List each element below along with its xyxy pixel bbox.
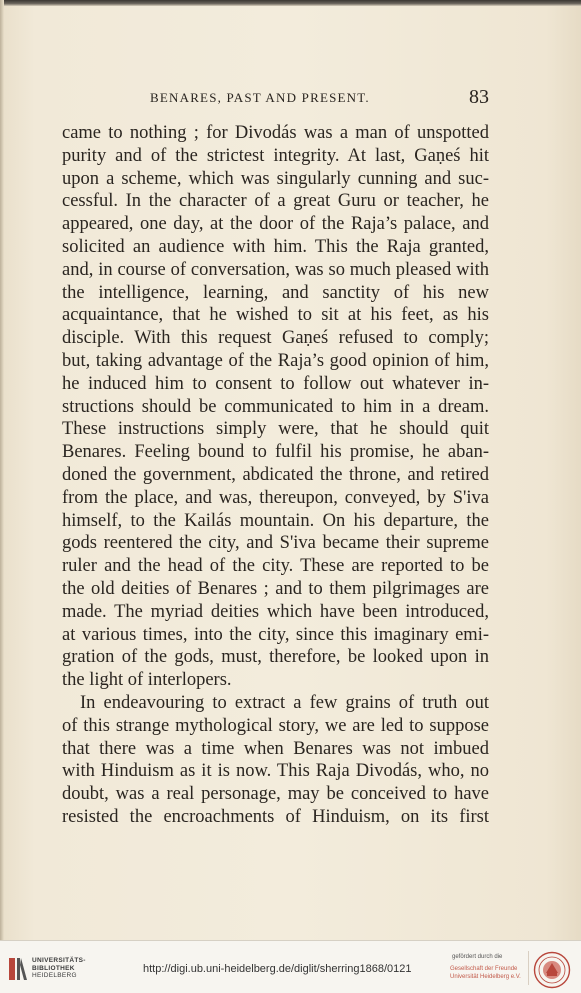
text-line: resisted the encroachments of Hinduism, on its first [62, 806, 489, 827]
sponsor-org-line: Universität Heidelberg e.V. [450, 974, 521, 980]
text-line: gods reentered the city, and S'iva became their supreme [62, 533, 489, 554]
text-line: In endeavouring to extract a few grains of truth out [80, 692, 489, 713]
text-line: the light of interlopers. [62, 670, 232, 691]
permalink-url[interactable]: http://digi.ub.uni-heidelberg.de/diglit/sherring1868/0121 [143, 963, 412, 975]
text-line: he induced him to consent to follow out whatever in- [62, 373, 489, 394]
library-logo[interactable] [8, 955, 112, 987]
footer-divider [528, 951, 529, 985]
text-line: but, taking advantage of the Raja’s good opinion of him, [62, 350, 489, 371]
scan-left-edge [0, 0, 4, 940]
text-line: from the place, and was, thereupon, conveyed, by S'iva [62, 487, 489, 508]
text-line: the intelligence, learning, and sanctity of his new [62, 282, 489, 303]
text-line: appeared, one day, at the door of the Raja’s palace, and [62, 214, 489, 235]
text-line: Benares. Feeling bound to fulfil his promise, he aban- [62, 442, 489, 463]
text-line: solicited an audience with him. This the Raja granted, [62, 236, 489, 257]
library-logo-line: BIBLIOTHEK [32, 964, 75, 972]
text-line: that there was a time when Benares was not imbued [62, 738, 489, 759]
text-line: structions should be communicated to him in a dream. [62, 396, 489, 417]
text-line: of this strange mythological story, we are led to suppose [62, 715, 489, 736]
text-line: with Hinduism as it is now. This Raja Divodás, who, no [62, 761, 489, 782]
sponsor-intro: gefördert durch die [452, 954, 503, 960]
text-line: gration of the gods, must, therefore, be looked upon in [62, 647, 489, 668]
text-line: doned the government, abdicated the throne, and retired [62, 464, 489, 485]
text-line: acquaintance, that he wished to sit at his feet, as his [62, 305, 489, 326]
page-header [62, 88, 489, 112]
text-line: came to nothing ; for Divodás was a man of unspotted [62, 123, 489, 143]
text-line: himself, to the Kailás mountain. On his departure, the [62, 510, 489, 531]
page-number: 83 [469, 86, 489, 108]
sponsor-org-line: Gesellschaft der Freunde [450, 966, 518, 972]
sponsor-org[interactable] [450, 965, 521, 981]
body-text [62, 122, 489, 829]
library-logo-line: HEIDELBERG [32, 972, 77, 979]
library-logo-text [32, 957, 86, 980]
text-line: purity and of the strictest integrity. At last, Gaṇeś hit [62, 145, 489, 166]
text-line: and, in course of conversation, was so much pleased with [62, 259, 489, 280]
text-line: made. The myriad deities which have been introduced, [62, 601, 489, 622]
text-line: These instructions simply were, that he should quit [62, 419, 489, 440]
text-line: doubt, was a real personage, may be conceived to have [62, 784, 489, 805]
running-head: BENARES, PAST AND PRESENT. [150, 90, 370, 105]
text-line: upon a scheme, which was singularly cunning and suc- [62, 168, 489, 189]
text-line: ruler and the head of the city. These are reported to be [62, 556, 489, 577]
text-line: cessful. In the character of a great Guru or teacher, he [62, 191, 489, 212]
text-line: at various times, into the city, since this imaginary emi- [62, 624, 489, 645]
text-line: disciple. With this request Gaṇeś refused to comply; [62, 328, 489, 349]
scan-top-edge [0, 0, 581, 6]
library-logo-line: UNIVERSITÄTS- [32, 957, 86, 964]
university-seal-icon [533, 951, 571, 989]
library-logo-icon [8, 955, 28, 983]
text-line: the old deities of Benares ; and to them pilgrimages are [62, 578, 489, 599]
viewer-footer [0, 940, 581, 993]
